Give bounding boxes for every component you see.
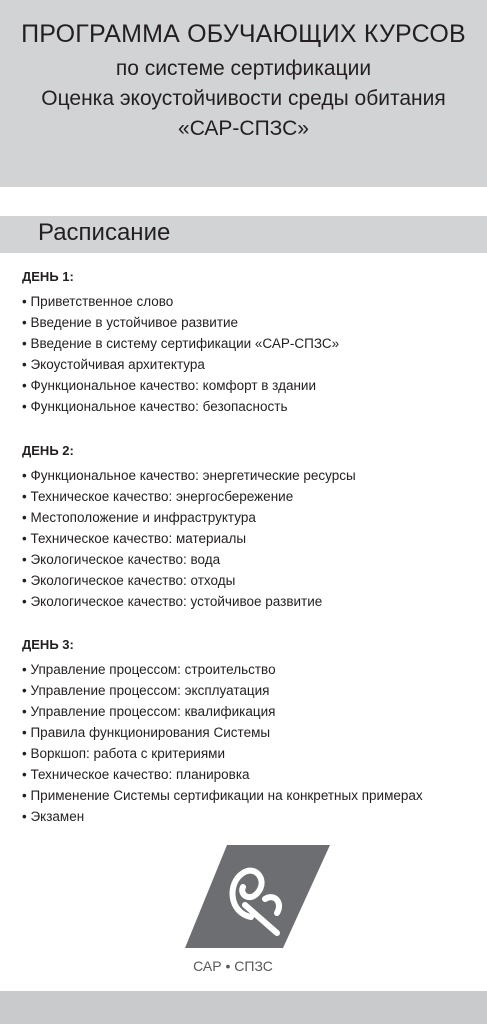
- list-item: • Правила функционирования Системы: [22, 725, 271, 740]
- list-item: • Введение в систему сертификации «САР-СПЗС»: [22, 336, 340, 351]
- day-3-list: [22, 659, 423, 827]
- program-subtitle: по системе сертификации: [115, 57, 372, 80]
- list-item: • Местоположение и инфраструктура: [22, 510, 256, 525]
- schedule-heading-bar: [0, 216, 487, 253]
- sar-spzs-logo: [185, 843, 330, 973]
- list-item: • Техническое качество: планировка: [22, 767, 250, 782]
- list-item: • Применение Системы сертификации на конкретных примерах: [22, 788, 423, 803]
- list-item: • Управление процессом: эксплуатация: [22, 683, 270, 698]
- list-item: • Функциональное качество: комфорт в здании: [22, 378, 316, 393]
- day-1-list: [22, 291, 339, 417]
- list-item: • Управление процессом: квалификация: [22, 704, 276, 719]
- logo-year: 2013: [188, 877, 206, 887]
- schedule-title: Расписание: [38, 219, 171, 246]
- list-item: • Функциональное качество: безопасность: [22, 399, 288, 414]
- list-item: • Экоустойчивая архитектура: [22, 357, 205, 372]
- list-item: • Экологическое качество: вода: [22, 552, 221, 567]
- list-item: • Функциональное качество: энергетические ресурсы: [22, 468, 356, 483]
- list-item: • Введение в устойчивое развитие: [22, 315, 239, 330]
- list-item: • Экологическое качество: устойчивое развитие: [22, 594, 323, 609]
- program-system-code: «САР-СПЗС»: [178, 117, 309, 140]
- header-panel: [0, 0, 487, 187]
- day-2-list: [22, 465, 356, 612]
- list-item: • Воркшоп: работа с критериями: [22, 746, 225, 761]
- logo-caption: САР • СПЗС: [193, 958, 273, 974]
- list-item: • Приветственное слово: [22, 294, 174, 309]
- list-item: • Управление процессом: строительство: [22, 662, 276, 677]
- list-item: • Техническое качество: материалы: [22, 531, 247, 546]
- list-item: • Экологическое качество: отходы: [22, 573, 236, 588]
- program-system-name: Оценка экоустойчивости среды обитания: [41, 87, 446, 110]
- list-item: • Техническое качество: энергосбережение: [22, 489, 294, 504]
- day-2-title: ДЕНЬ 2:: [22, 443, 74, 458]
- day-1-title: ДЕНЬ 1:: [22, 269, 74, 284]
- sar-spzs-logo-icon: [185, 843, 330, 953]
- list-item: • Экзамен: [22, 809, 85, 824]
- footer-band: [0, 991, 487, 1024]
- day-3-title: ДЕНЬ 3:: [22, 637, 74, 652]
- program-title: ПРОГРАММА ОБУЧАЮЩИХ КУРСОВ: [21, 20, 466, 48]
